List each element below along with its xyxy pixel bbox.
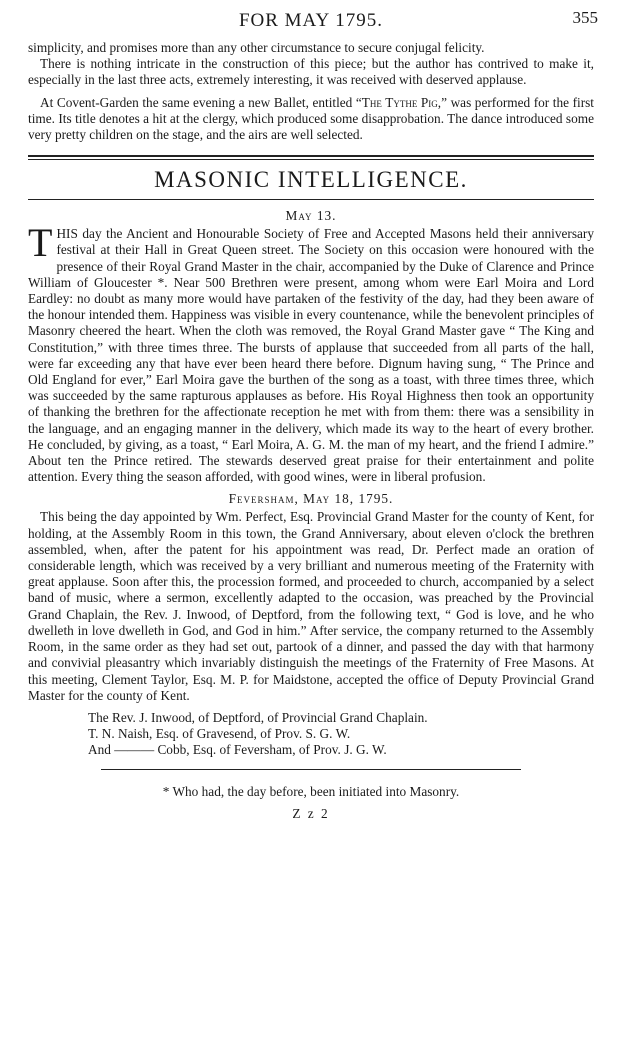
article1-date: May 13.: [285, 208, 337, 224]
intro-paragraph-1: simplicity, and promises more than any other circumstance to secure conjugal felicity.: [28, 40, 485, 55]
footnote: * Who had, the day before, been initiated into Masonry.: [162, 783, 460, 799]
section-rule-thin: [28, 159, 594, 160]
intro-p3-start: At Covent-Garden the same evening a new Ballet, entitled “: [40, 94, 362, 110]
officer-line: T. N. Naish, Esq. of Gravesend, of Prov. S. G. W.: [88, 726, 351, 742]
article1-body: [28, 220, 594, 485]
drop-cap: T: [28, 220, 53, 266]
running-title: FOR MAY 1795.: [238, 10, 384, 31]
article1-text: HIS day the Ancient and Honourable Society of Free and Accepted Masons held their anniversary festival at their Hall in Great Queen street. The Society on this occasion were honoured with the presence of their Royal Grand Master in the chair, accompanied by the Duke of Clarence and Prince William of Gloucester *. Near 500 Brethren were present, among whom were Earl Moira and Lord Eardley: no doubt as many more would have partaken of the festivity of the day, had they been aware of the honour intended them. Happiness was visible in every countenance, while the benevolent principles of Masonry cheered the heart. When the cloth was removed, the Royal Grand Master gave “ The King and Constitution,” with three times three. The bursts of applause that succeeded from all parts of the hall, were far exceeding any that have ever been heard there before. Dignum having sung, “ The Prince and Old England for ever,” Earl Moira gave the burthen of the song as a toast, with three times three, which was succeeded by the same rapturous applauses as before. His Royal Highness then took an opportunity of thanking the brethren for the affectionate reception he met with from them: there was a sensibility in the language, and an engaging manner in the delivery, which made its way to the heart of every brother. He concluded, by giving, as a toast, “ Earl Moira, A. G. M. the man of my heart, and the friend I admire.” About ten the Prince retired. The stewards deserved great praise for their entertainment and polite attention. Every thing the season afforded, with good wines, were in liberal profusion.: [28, 226, 594, 485]
section-title: MASONIC INTELLIGENCE.: [154, 167, 468, 193]
officer-line: And ——— Cobb, Esq. of Feversham, of Prov. J. G. W.: [88, 742, 387, 758]
page-number: 355: [572, 8, 598, 27]
article2-date: Feversham, May 18, 1795.: [228, 491, 394, 507]
ballet-title: The Tythe Pig: [361, 94, 438, 110]
running-head: [28, 0, 598, 40]
section-rule-thick: [28, 155, 594, 157]
title-rule: [28, 199, 594, 200]
page: [28, 0, 598, 822]
footnote-rule: [101, 769, 521, 770]
article2-text: This being the day appointed by Wm. Perfect, Esq. Provincial Grand Master for the county of Kent, for holding, at the Assembly Room in this town, the Grand Anniversary, about eleven o'clock the brethren assembled, when, after the patent for his appointment was read, Dr. Perfect made an oration of considerable length, which was received by a very brilliant and numerous meeting of the Fraternity with great applause. Soon after this, the procession formed, and proceeded to church, accompanied by a select band of music, where a sermon, excellently adapted to the occasion, was preached by the Provincial Grand Chaplain, the Rev. J. Inwood, of Deptford, from the following text, “ God is love, and he who dwelleth in love dwelleth in God, and God in him.” After service, the company returned to the Assembly Room, in the same order as they had set out, partook of a dinner, and passed the day with that harmony and convivial pleasantry which invariably distinguish the meetings of the Fraternity of Free Masons. At this meeting, Clement Taylor, Esq. M. P. for Maidstone, accepted the office of Deputy Provincial Grand Master for the county of Kent.: [28, 509, 594, 703]
intro-paragraph-2: There is nothing intricate in the construction of this piece; but the author has contrived to make it, especially in the last three acts, extremely interesting, it was received with deserved applause.: [28, 56, 594, 88]
signature-mark: Z z 2: [292, 805, 330, 821]
intro-paragraph-3: [28, 95, 594, 144]
officers-list: [28, 710, 594, 759]
intro-p3-end: ,” was performed for the first time. Its title denotes a hit at the clergy, which produced some disapprobation. The dance introduced some very pretty children on the stage, and the airs are well selected.: [28, 94, 594, 143]
officer-line: The Rev. J. Inwood, of Deptford, of Provincial Grand Chaplain.: [88, 709, 428, 725]
